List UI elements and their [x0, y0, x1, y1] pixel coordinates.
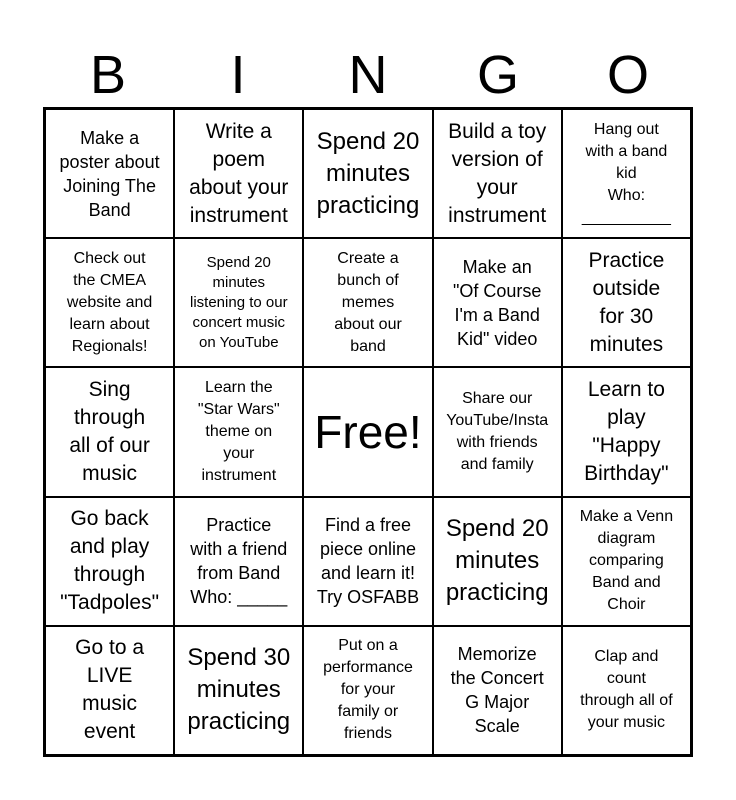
bingo-cell[interactable]: [174, 367, 303, 496]
cell-text: Practice outside for 30 minutes: [588, 248, 665, 356]
bingo-cell[interactable]: [45, 109, 174, 238]
cell-text: Make a poster about Joining The Band: [59, 127, 160, 220]
header-letter-n: N: [348, 45, 388, 105]
bingo-cell[interactable]: [433, 109, 562, 238]
bingo-cell[interactable]: [433, 367, 562, 496]
cell-text: Practice with a friend from Band Who: _____: [190, 515, 288, 608]
bingo-cell[interactable]: [174, 109, 303, 238]
cell-text: Share our YouTube/Insta with friends and family: [446, 389, 549, 473]
header-letter-i: I: [230, 45, 246, 105]
cell-text: Learn to play "Happy Birthday": [584, 377, 669, 485]
cell-text: Spend 20 minutes practicing: [445, 515, 549, 607]
cell-text: Spend 30 minutes practicing: [187, 644, 291, 736]
cell-text: Create a bunch of memes about our band: [334, 249, 402, 355]
header-letter-o: O: [606, 45, 649, 105]
bingo-cell[interactable]: [433, 497, 562, 626]
bingo-cell[interactable]: [45, 238, 174, 367]
bingo-cell[interactable]: [433, 238, 562, 367]
cell-text: Go to a LIVE music event: [75, 636, 145, 744]
bingo-cell[interactable]: [174, 238, 303, 367]
cell-text: Write a poem about your instrument: [189, 119, 289, 227]
bingo-cell[interactable]: [562, 109, 691, 238]
bingo-cell[interactable]: [45, 367, 174, 496]
bingo-header: [43, 44, 693, 106]
cell-text: Learn the "Star Wars" theme on your instrument: [197, 378, 280, 484]
bingo-cell[interactable]: [562, 367, 691, 496]
bingo-cell[interactable]: [174, 626, 303, 755]
bingo-cell[interactable]: [303, 626, 432, 755]
bingo-cell[interactable]: [433, 626, 562, 755]
cell-text: Build a toy version of your instrument: [448, 119, 547, 227]
bingo-cell[interactable]: [562, 626, 691, 755]
header-letter-g: G: [476, 45, 519, 105]
cell-text: Make a Venn diagram comparing Band and Choir: [579, 508, 674, 614]
free-text: Free!: [314, 405, 422, 458]
bingo-grid: [43, 107, 693, 757]
cell-text: Check out the CMEA website and learn about Regionals!: [66, 249, 153, 355]
bingo-cell[interactable]: [562, 238, 691, 367]
bingo-cell[interactable]: [562, 497, 691, 626]
bingo-cell[interactable]: [45, 497, 174, 626]
bingo-cell[interactable]: [45, 626, 174, 755]
bingo-cell[interactable]: [174, 497, 303, 626]
bingo-cell[interactable]: [303, 238, 432, 367]
cell-text: Spend 20 minutes listening to our concert music on YouTube: [190, 253, 288, 351]
bingo-free-cell[interactable]: [303, 367, 432, 496]
bingo-cell[interactable]: [303, 497, 432, 626]
bingo-cell[interactable]: [303, 109, 432, 238]
cell-text: Memorize the Concert G Major Scale: [450, 644, 544, 737]
cell-text: Put on a performance for your family or friends: [323, 637, 413, 743]
cell-text: Sing through all of our music: [69, 377, 150, 485]
cell-text: Go back and play through "Tadpoles": [60, 507, 160, 615]
cell-text: Make an "Of Course I'm a Band Kid" video: [452, 256, 542, 349]
cell-text: Find a free piece online and learn it! Try OSFABB: [316, 515, 420, 608]
cell-text: Clap and count through all of your music: [580, 648, 673, 732]
cell-text: Hang out with a band kid Who: __________: [581, 120, 671, 226]
cell-text: Spend 20 minutes practicing: [316, 127, 420, 219]
header-letter-b: B: [89, 45, 127, 105]
